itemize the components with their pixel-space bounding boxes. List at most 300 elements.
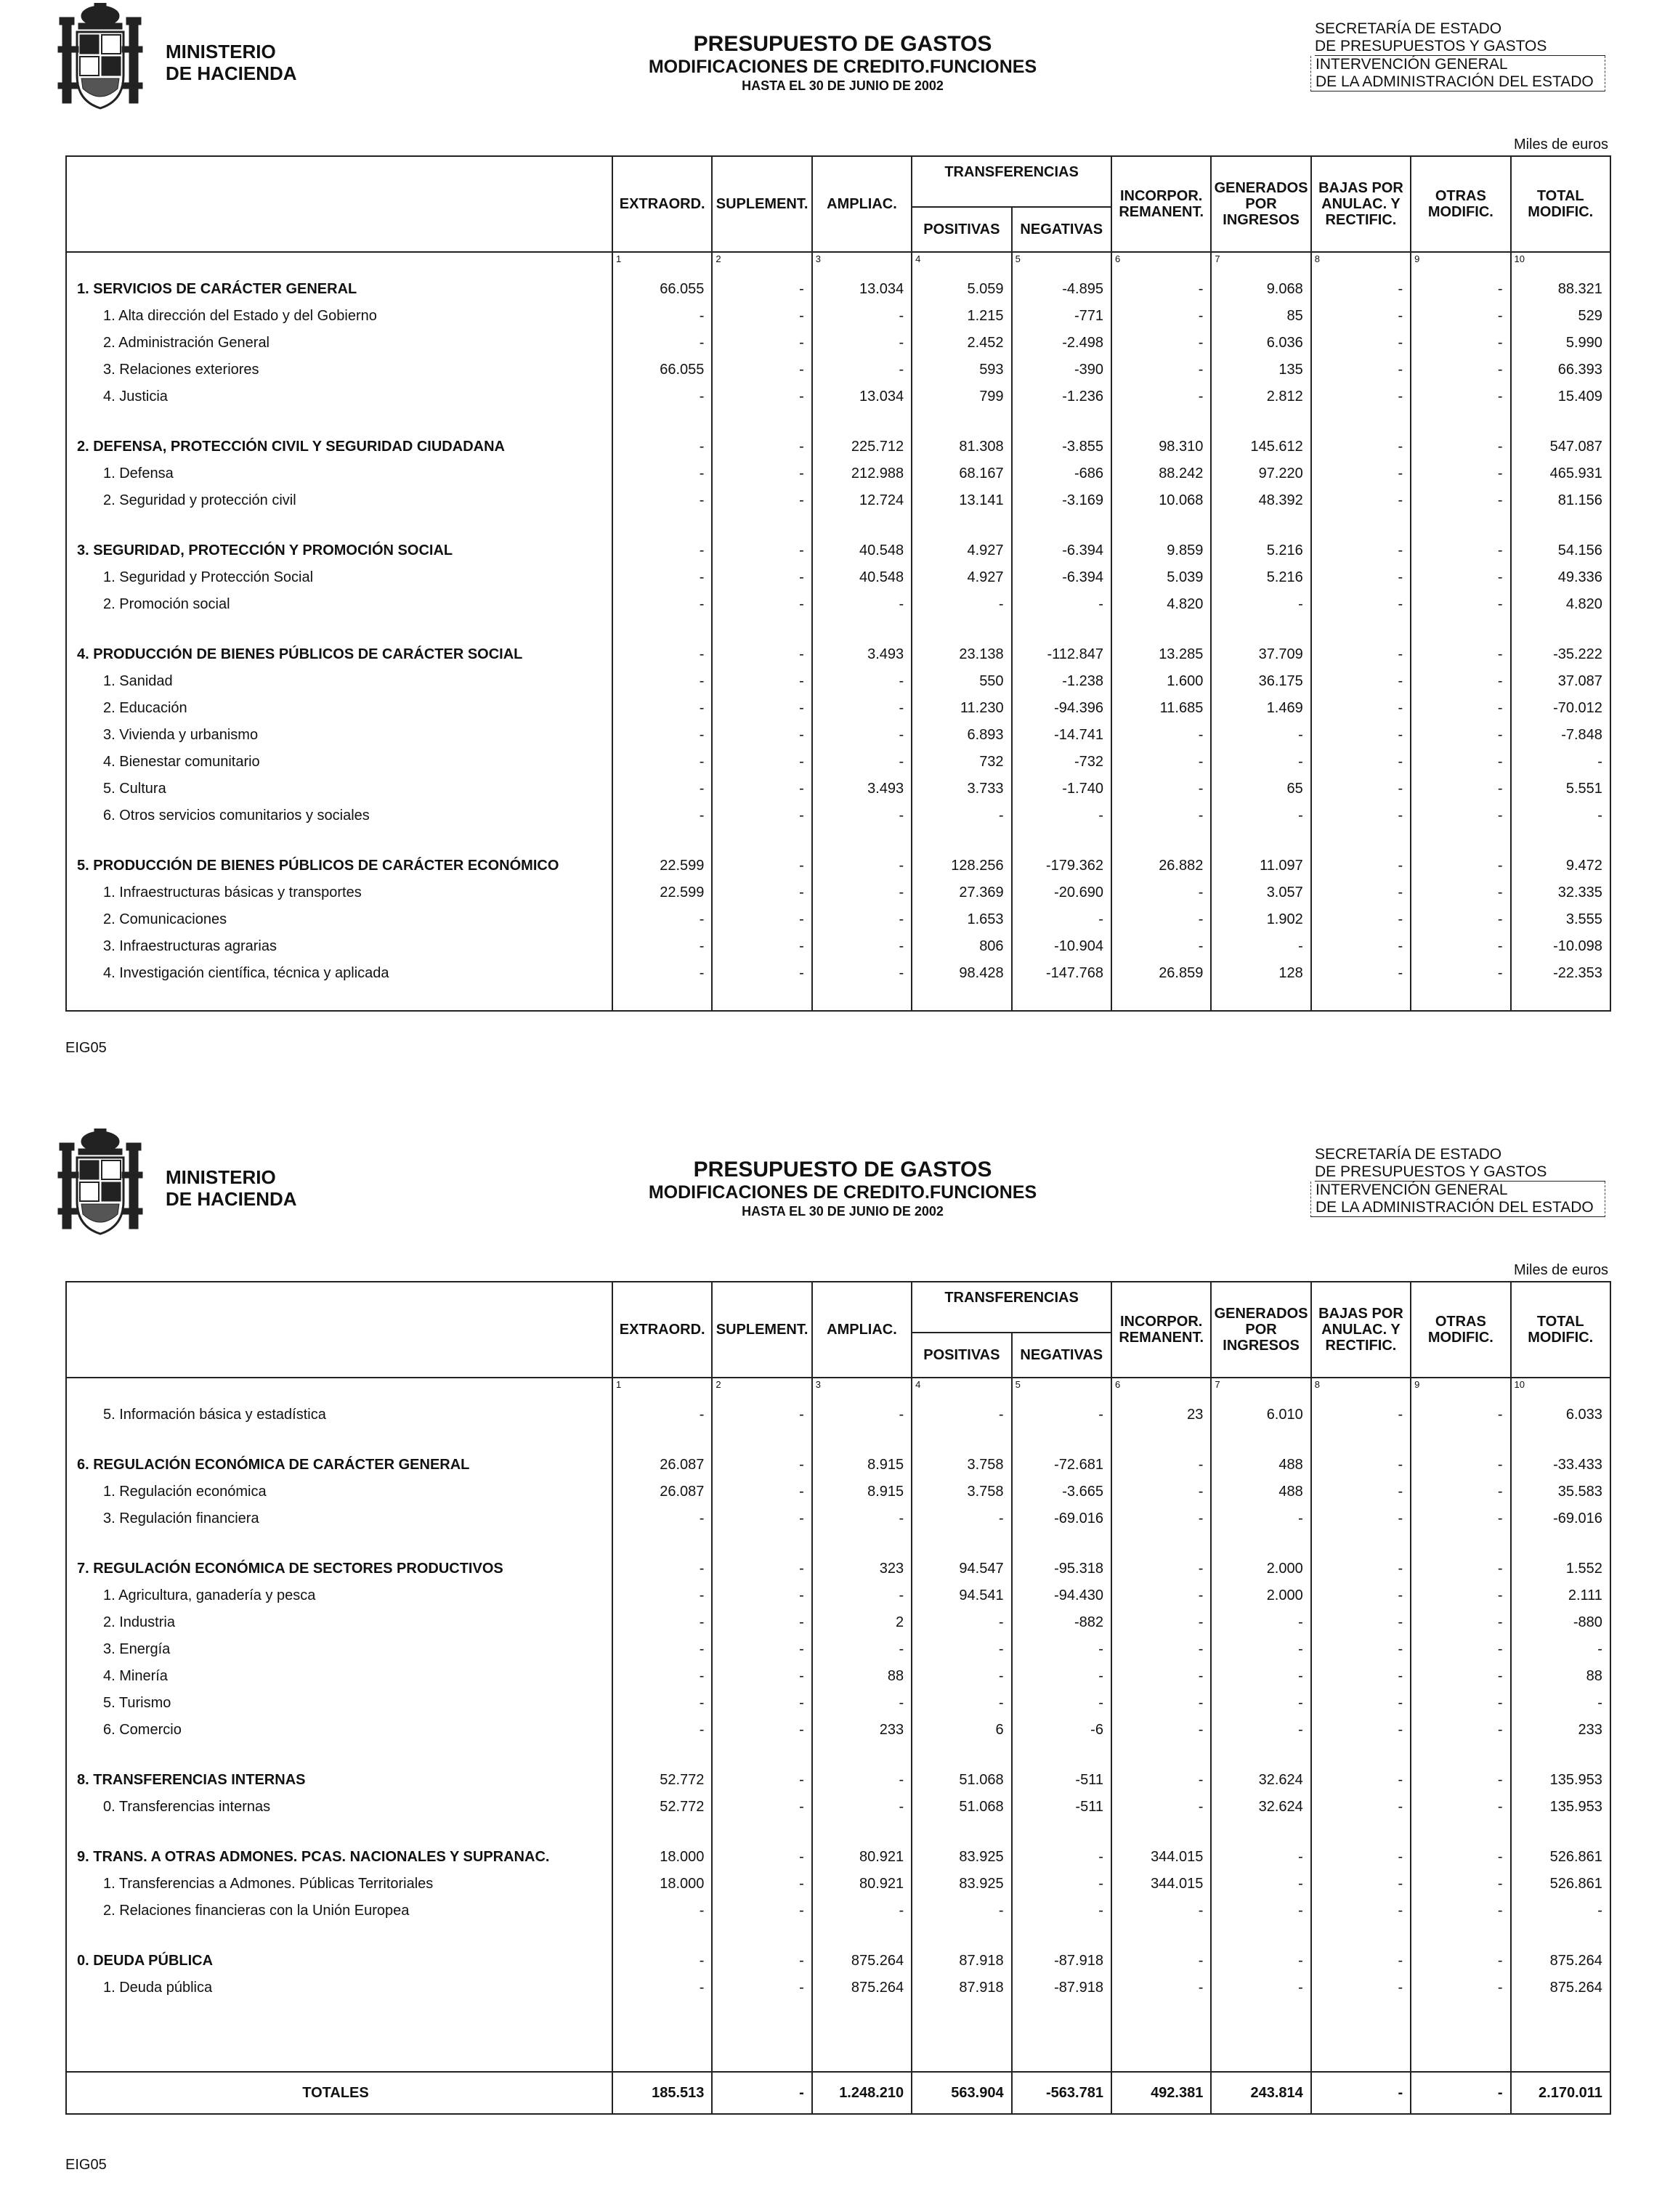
spacer-row: [66, 2001, 1610, 2025]
value-cell: 94.541: [912, 1582, 1011, 1609]
coat-of-arms-icon: [57, 3, 144, 110]
spacer-cell: [812, 1821, 912, 1844]
value-cell: -: [712, 749, 811, 776]
spacer-cell: [612, 1744, 712, 1767]
value-cell: -: [1411, 749, 1510, 776]
spacer-cell: [1111, 829, 1211, 853]
spacer-cell: [66, 2048, 612, 2072]
value-cell: -: [712, 1717, 811, 1744]
value-cell: 875.264: [1511, 1975, 1610, 2001]
spacer-cell: [1511, 410, 1610, 434]
value-cell: -: [812, 303, 912, 330]
table-row: [66, 1505, 1610, 1532]
value-cell: 87.918: [912, 1975, 1011, 2001]
value-cell: -: [1211, 722, 1310, 749]
spacer-cell: [1211, 2025, 1310, 2048]
value-cell: 51.068: [912, 1794, 1011, 1821]
value-cell: -: [612, 487, 712, 514]
value-cell: -: [1211, 1505, 1310, 1532]
value-cell: -: [1411, 1717, 1510, 1744]
spacer-cell: [812, 2001, 912, 2025]
value-cell: -: [1411, 303, 1510, 330]
section-row: [66, 853, 1610, 879]
column-number-row: [66, 1378, 1610, 1402]
value-cell: -22.353: [1511, 960, 1610, 987]
value-cell: -: [1411, 1402, 1510, 1428]
value-cell: -: [1111, 1452, 1211, 1479]
value-cell: 68.167: [912, 460, 1011, 487]
spacer-cell: [1511, 618, 1610, 641]
value-cell: 13.285: [1111, 641, 1211, 668]
column-number: 5: [1012, 252, 1111, 276]
value-cell: -20.690: [1012, 879, 1111, 906]
value-cell: 13.034: [812, 383, 912, 410]
value-cell: 65: [1211, 776, 1310, 802]
spacer-cell: [1012, 514, 1111, 537]
spacer-row: [66, 1532, 1610, 1556]
header-generados-1: GENERADOS: [1214, 1306, 1308, 1322]
value-cell: -: [1511, 802, 1610, 829]
row-label: 2. Relaciones financieras con la Unión Europea: [66, 1898, 612, 1924]
office-line-4: DE LA ADMINISTRACIÓN DEL ESTADO: [1316, 1199, 1594, 1216]
header-concept: [66, 156, 612, 252]
value-cell: -: [1411, 906, 1510, 933]
row-label: 0. Transferencias internas: [66, 1794, 612, 1821]
spacer-cell: [712, 1428, 811, 1452]
value-cell: 49.336: [1511, 564, 1610, 591]
spacer-cell: [712, 2048, 811, 2072]
value-cell: -: [712, 276, 811, 303]
value-cell: -: [1111, 303, 1211, 330]
spacer-cell: [912, 1428, 1011, 1452]
value-cell: -: [1111, 906, 1211, 933]
section-row: [66, 1556, 1610, 1582]
value-cell: 3.733: [912, 776, 1011, 802]
value-cell: -: [812, 853, 912, 879]
footer-code: EIG05: [65, 2157, 107, 2173]
value-cell: -: [1511, 1636, 1610, 1663]
value-cell: -: [612, 303, 712, 330]
value-cell: -: [1411, 1582, 1510, 1609]
header-incorpor: [1111, 156, 1211, 252]
row-label: 5. Turismo: [66, 1690, 612, 1717]
value-cell: -: [1111, 749, 1211, 776]
ministry-name: [166, 1166, 297, 1210]
header-total: [1511, 1282, 1610, 1378]
spacer-cell: [1012, 1744, 1111, 1767]
table-row: [66, 722, 1610, 749]
spacer-cell: [1411, 1428, 1510, 1452]
value-cell: -: [612, 776, 712, 802]
value-cell: -: [1411, 537, 1510, 564]
value-cell: -: [1012, 1402, 1111, 1428]
value-cell: -6.394: [1012, 537, 1111, 564]
value-cell: -: [1311, 1452, 1411, 1479]
spacer-row: [66, 410, 1610, 434]
table-row: [66, 1871, 1610, 1898]
spacer-cell: [912, 829, 1011, 853]
value-cell: 88: [812, 1663, 912, 1690]
spacer-cell: [66, 1532, 612, 1556]
value-cell: -: [1311, 1636, 1411, 1663]
value-cell: -: [1111, 1556, 1211, 1582]
spacer-cell: [812, 829, 912, 853]
spacer-cell: [1012, 1821, 1111, 1844]
spacer-cell: [1311, 1821, 1411, 1844]
column-number: 6: [1111, 252, 1211, 276]
value-cell: 2.812: [1211, 383, 1310, 410]
value-cell: -: [1411, 695, 1510, 722]
spacer-cell: [1211, 1744, 1310, 1767]
spacer-cell: [812, 1744, 912, 1767]
spacer-cell: [1211, 410, 1310, 434]
value-cell: 1.902: [1211, 906, 1310, 933]
value-cell: -: [612, 1663, 712, 1690]
spacer-cell: [612, 2025, 712, 2048]
spacer-row: [66, 618, 1610, 641]
row-label: 1. SERVICIOS DE CARÁCTER GENERAL: [66, 276, 612, 303]
value-cell: -: [612, 383, 712, 410]
value-cell: -: [812, 357, 912, 383]
value-cell: 36.175: [1211, 668, 1310, 695]
column-number: 4: [912, 252, 1011, 276]
value-cell: 15.409: [1511, 383, 1610, 410]
value-cell: 806: [912, 933, 1011, 960]
value-cell: -: [1311, 303, 1411, 330]
value-cell: 81.308: [912, 434, 1011, 460]
value-cell: -: [712, 853, 811, 879]
value-cell: -: [1311, 1609, 1411, 1636]
value-cell: 26.087: [612, 1479, 712, 1505]
spacer-cell: [912, 2001, 1011, 2025]
spacer-cell: [812, 514, 912, 537]
spacer-cell: [712, 829, 811, 853]
value-cell: -: [1211, 1663, 1310, 1690]
spacer-cell: [812, 618, 912, 641]
row-label: 1. Transferencias a Admones. Públicas Territoriales: [66, 1871, 612, 1898]
value-cell: 87.918: [912, 1948, 1011, 1975]
row-label: 1. Infraestructuras básicas y transportes: [66, 879, 612, 906]
value-cell: -: [712, 1402, 811, 1428]
value-cell: -: [1311, 906, 1411, 933]
value-cell: 3.758: [912, 1479, 1011, 1505]
units-label: Miles de euros: [1513, 137, 1608, 153]
value-cell: -2.498: [1012, 330, 1111, 357]
value-cell: 1.248.210: [812, 2072, 912, 2114]
value-cell: -: [1111, 776, 1211, 802]
value-cell: -: [1111, 1663, 1211, 1690]
spacer-cell: [1411, 618, 1510, 641]
office-line-2: DE PRESUPUESTOS Y GASTOS: [1315, 1163, 1605, 1182]
row-label: 3. Infraestructuras agrarias: [66, 933, 612, 960]
section-row: [66, 1948, 1610, 1975]
value-cell: 52.772: [612, 1794, 712, 1821]
header-concept: [66, 1282, 612, 1378]
header-total-1: TOTAL: [1536, 1314, 1584, 1330]
spacer-cell: [66, 987, 612, 1011]
section-row: [66, 537, 1610, 564]
ministry-line-2: DE HACIENDA: [166, 1188, 297, 1210]
header-generados: [1211, 156, 1310, 252]
spacer-cell: [612, 1821, 712, 1844]
column-number: 7: [1211, 1378, 1310, 1402]
spacer-cell: [1012, 618, 1111, 641]
spacer-cell: [712, 1821, 811, 1844]
value-cell: -: [1311, 1690, 1411, 1717]
spacer-cell: [612, 1924, 712, 1948]
spacer-cell: [812, 410, 912, 434]
value-cell: -: [612, 1402, 712, 1428]
value-cell: -: [712, 722, 811, 749]
value-cell: 233: [812, 1717, 912, 1744]
value-cell: 2.000: [1211, 1556, 1310, 1582]
value-cell: 323: [812, 1556, 912, 1582]
office-line-1: SECRETARÍA DE ESTADO: [1315, 1146, 1502, 1163]
spacer-cell: [1211, 618, 1310, 641]
spacer-cell: [812, 987, 912, 1011]
header-bajas-3: RECTIFIC.: [1325, 1338, 1397, 1354]
header-total-1: TOTAL: [1536, 188, 1584, 204]
row-label: 2. Administración General: [66, 330, 612, 357]
value-cell: -: [712, 1948, 811, 1975]
ministry-name: [166, 41, 297, 84]
value-cell: 3.493: [812, 641, 912, 668]
value-cell: -: [1311, 1582, 1411, 1609]
value-cell: -: [1311, 537, 1411, 564]
row-label: 2. Seguridad y protección civil: [66, 487, 612, 514]
row-label: 0. DEUDA PÚBLICA: [66, 1948, 612, 1975]
header-generados-2: POR: [1245, 196, 1277, 212]
value-cell: -: [1211, 1871, 1310, 1898]
value-cell: -686: [1012, 460, 1111, 487]
header-incorpor-2: REMANENT.: [1119, 204, 1204, 220]
value-cell: -: [1411, 1690, 1510, 1717]
value-cell: 135.953: [1511, 1767, 1610, 1794]
value-cell: -: [812, 1505, 912, 1532]
header-transferencias: TRANSFERENCIAS: [912, 156, 1111, 207]
spacer-cell: [612, 2048, 712, 2072]
spacer-cell: [612, 1532, 712, 1556]
value-cell: -: [1411, 960, 1510, 987]
value-cell: -: [712, 1844, 811, 1871]
column-number: 2: [712, 1378, 811, 1402]
value-cell: -: [1311, 776, 1411, 802]
header-otras: [1411, 1282, 1510, 1378]
value-cell: -: [712, 537, 811, 564]
ministry-line-2: DE HACIENDA: [166, 62, 297, 84]
spacer-cell: [1411, 1744, 1510, 1767]
value-cell: 12.724: [812, 487, 912, 514]
spacer-cell: [1511, 829, 1610, 853]
row-label: 4. Investigación científica, técnica y aplicada: [66, 960, 612, 987]
value-cell: -: [612, 695, 712, 722]
value-cell: 2.452: [912, 330, 1011, 357]
value-cell: 526.861: [1511, 1844, 1610, 1871]
value-cell: 4.927: [912, 564, 1011, 591]
spacer-cell: [1411, 987, 1510, 1011]
spacer-cell: [1012, 1532, 1111, 1556]
table-row: [66, 591, 1610, 618]
value-cell: -: [912, 1609, 1011, 1636]
value-cell: 6.893: [912, 722, 1011, 749]
value-cell: -: [1411, 1479, 1510, 1505]
value-cell: -: [612, 460, 712, 487]
header-total: [1511, 156, 1610, 252]
value-cell: 8.915: [812, 1479, 912, 1505]
value-cell: -: [1012, 1663, 1111, 1690]
value-cell: -: [612, 1717, 712, 1744]
value-cell: -: [1411, 1609, 1510, 1636]
value-cell: 22.599: [612, 853, 712, 879]
row-label: 3. Vivienda y urbanismo: [66, 722, 612, 749]
value-cell: 32.624: [1211, 1794, 1310, 1821]
value-cell: 88.321: [1511, 276, 1610, 303]
value-cell: 81.156: [1511, 487, 1610, 514]
value-cell: 135: [1211, 357, 1310, 383]
value-cell: -: [612, 1505, 712, 1532]
value-cell: -: [1311, 1717, 1411, 1744]
value-cell: -: [1311, 276, 1411, 303]
column-number: 5: [1012, 1378, 1111, 1402]
value-cell: -: [1311, 1844, 1411, 1871]
spacer-cell: [1012, 1924, 1111, 1948]
row-label: 7. REGULACIÓN ECONÓMICA DE SECTORES PRODUCTIVOS: [66, 1556, 612, 1582]
spacer-cell: [1211, 1924, 1310, 1948]
value-cell: 40.548: [812, 564, 912, 591]
value-cell: 48.392: [1211, 487, 1310, 514]
spacer-cell: [912, 618, 1011, 641]
spacer-row: [66, 1428, 1610, 1452]
value-cell: -: [1211, 1609, 1310, 1636]
value-cell: 88: [1511, 1663, 1610, 1690]
value-cell: -: [1111, 1479, 1211, 1505]
value-cell: -: [1311, 879, 1411, 906]
row-label: 2. Promoción social: [66, 591, 612, 618]
value-cell: -: [612, 668, 712, 695]
spacer-cell: [912, 1744, 1011, 1767]
value-cell: 488: [1211, 1452, 1310, 1479]
value-cell: -: [1311, 1767, 1411, 1794]
spacer-cell: [1311, 829, 1411, 853]
table-row: [66, 668, 1610, 695]
value-cell: 5.216: [1211, 537, 1310, 564]
value-cell: 98.310: [1111, 434, 1211, 460]
value-cell: -: [712, 303, 811, 330]
header-otras: [1411, 156, 1510, 252]
value-cell: 23.138: [912, 641, 1011, 668]
value-cell: -: [1411, 933, 1510, 960]
value-cell: -: [1111, 1767, 1211, 1794]
spacer-cell: [1111, 618, 1211, 641]
header-bajas-2: ANULAC. Y: [1321, 1322, 1401, 1338]
value-cell: -: [1311, 1871, 1411, 1898]
row-label: 5. PRODUCCIÓN DE BIENES PÚBLICOS DE CARÁCTER ECONÓMICO: [66, 853, 612, 879]
value-cell: 66.055: [612, 276, 712, 303]
value-cell: -10.904: [1012, 933, 1111, 960]
value-cell: -: [712, 906, 811, 933]
table-header: [66, 1282, 1610, 1378]
value-cell: 526.861: [1511, 1871, 1610, 1898]
value-cell: 97.220: [1211, 460, 1310, 487]
spacer-cell: [1211, 1428, 1310, 1452]
value-cell: 4.927: [912, 537, 1011, 564]
value-cell: -: [812, 1690, 912, 1717]
row-label: 3. Relaciones exteriores: [66, 357, 612, 383]
table-row: [66, 487, 1610, 514]
spacer-cell: [1111, 1821, 1211, 1844]
value-cell: -7.848: [1511, 722, 1610, 749]
spacer-cell: [1311, 987, 1411, 1011]
value-cell: -: [812, 1402, 912, 1428]
value-cell: -: [1311, 853, 1411, 879]
value-cell: 4.820: [1111, 591, 1211, 618]
spacer-cell: [1111, 987, 1211, 1011]
row-label: 1. Sanidad: [66, 668, 612, 695]
column-number: 3: [812, 1378, 912, 1402]
value-cell: -: [1311, 960, 1411, 987]
value-cell: -: [1311, 1479, 1411, 1505]
value-cell: -: [712, 564, 811, 591]
value-cell: -: [1411, 330, 1510, 357]
value-cell: -3.169: [1012, 487, 1111, 514]
value-cell: -14.741: [1012, 722, 1111, 749]
title: PRESUPUESTO DE GASTOS: [693, 1158, 992, 1182]
value-cell: -: [1411, 1794, 1510, 1821]
spacer-cell: [1012, 1428, 1111, 1452]
value-cell: 4.820: [1511, 591, 1610, 618]
column-number: 8: [1311, 252, 1411, 276]
value-cell: -: [1012, 1636, 1111, 1663]
value-cell: -: [912, 1690, 1011, 1717]
value-cell: -94.430: [1012, 1582, 1111, 1609]
value-cell: -: [1411, 2072, 1510, 2114]
value-cell: -: [1411, 357, 1510, 383]
value-cell: -: [1111, 1505, 1211, 1532]
table-row: [66, 695, 1610, 722]
value-cell: 37.709: [1211, 641, 1310, 668]
value-cell: -: [712, 802, 811, 829]
value-cell: -: [912, 591, 1011, 618]
value-cell: 1.552: [1511, 1556, 1610, 1582]
spacer-cell: [1511, 2048, 1610, 2072]
value-cell: -: [612, 1690, 712, 1717]
value-cell: -: [612, 641, 712, 668]
row-label: 4. Minería: [66, 1663, 612, 1690]
value-cell: -: [1211, 1948, 1310, 1975]
column-number: 9: [1411, 1378, 1510, 1402]
section-row: [66, 276, 1610, 303]
value-cell: -: [1511, 1898, 1610, 1924]
value-cell: -: [1012, 591, 1111, 618]
row-label: 1. Agricultura, ganadería y pesca: [66, 1582, 612, 1609]
value-cell: -: [712, 641, 811, 668]
value-cell: -: [912, 1402, 1011, 1428]
table-row: [66, 749, 1610, 776]
spacer-cell: [1511, 1744, 1610, 1767]
value-cell: 83.925: [912, 1844, 1011, 1871]
header-generados-2: POR: [1245, 1322, 1277, 1338]
value-cell: -: [1411, 1948, 1510, 1975]
value-cell: -: [912, 1505, 1011, 1532]
spacer-cell: [1511, 514, 1610, 537]
value-cell: -: [1511, 1690, 1610, 1717]
spacer-cell: [912, 2048, 1011, 2072]
totals-row: [66, 2072, 1610, 2114]
value-cell: -: [712, 1767, 811, 1794]
value-cell: -: [1311, 357, 1411, 383]
value-cell: -: [812, 1767, 912, 1794]
value-cell: 492.381: [1111, 2072, 1211, 2114]
